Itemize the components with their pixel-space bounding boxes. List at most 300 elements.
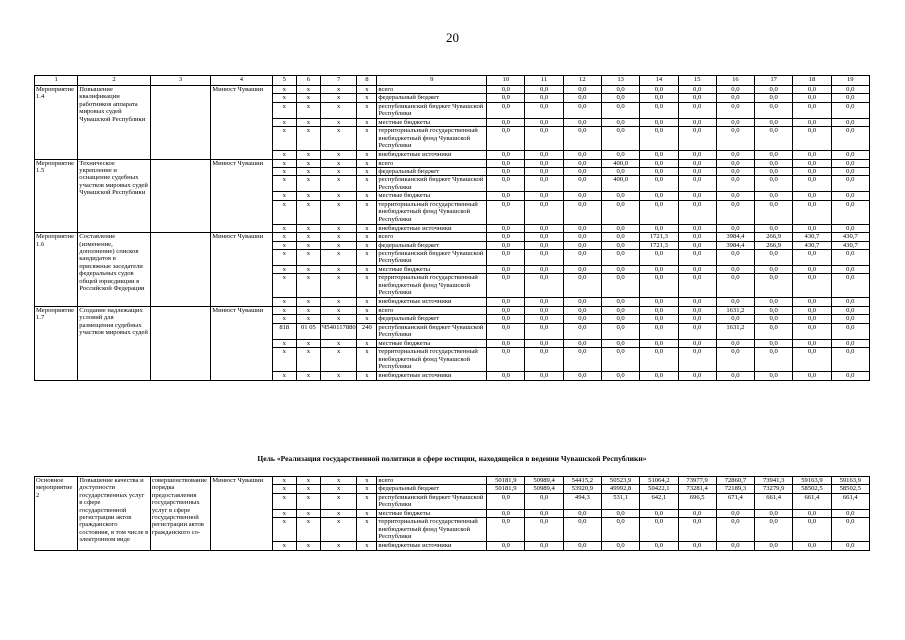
budget-code: x [357,159,377,167]
budget-code: x [296,518,320,542]
funding-value: 0,0 [793,542,831,550]
budget-code: x [321,315,357,323]
funding-value: 0,0 [640,192,678,200]
funding-value: 0,0 [487,176,525,192]
funding-value: 0,0 [640,339,678,347]
budget-code: x [321,477,357,485]
funding-source: федеральный бюджет [377,94,487,102]
funding-value: 0,0 [525,542,563,550]
funding-value: 0,0 [793,127,831,151]
funding-value: 0,0 [793,86,831,94]
budget-code: x [296,372,320,380]
funding-value: 0,0 [487,192,525,200]
funding-value: 0,0 [678,339,716,347]
budget-code: x [357,339,377,347]
funding-value: 1631,2 [716,323,754,339]
measure-name: Мероприятие 1.5 [35,159,78,233]
funding-value: 0,0 [831,509,869,517]
funding-value: 0,0 [755,509,793,517]
column-header: 16 [716,76,754,86]
funding-value: 0,0 [793,176,831,192]
budget-code: x [272,298,296,306]
funding-value: 0,0 [487,348,525,372]
funding-value: 0,0 [755,118,793,126]
funding-value: 0,0 [640,315,678,323]
funding-source: всего [377,306,487,314]
funding-value: 73977,9 [678,477,716,485]
budget-code: x [321,274,357,298]
funding-value: 0,0 [601,306,639,314]
funding-source: местные бюджеты [377,192,487,200]
measure-description: Составление (изменение, дополнение) списков кандидатов в присяжные заседатели федеральных судов общей юрисдикции в Российской Федерации [78,233,151,307]
funding-value: 0,0 [601,168,639,176]
budget-code: x [357,151,377,159]
funding-value: 0,0 [793,518,831,542]
budget-code: x [296,127,320,151]
funding-value: 0,0 [716,127,754,151]
funding-value: 0,0 [525,250,563,266]
funding-value: 0,0 [755,224,793,232]
funding-source: федеральный бюджет [377,168,487,176]
funding-value: 0,0 [601,315,639,323]
budget-code: x [296,315,320,323]
funding-value: 72860,7 [716,477,754,485]
funding-value: 0,0 [563,241,601,249]
funding-value: 53920,9 [563,485,601,493]
budget-code: x [296,224,320,232]
funding-value: 0,0 [793,306,831,314]
budget-code: x [321,241,357,249]
funding-value: 0,0 [716,348,754,372]
funding-value: 0,0 [601,339,639,347]
funding-value: 73279,9 [755,485,793,493]
funding-value: 0,0 [601,86,639,94]
funding-value: 0,0 [831,250,869,266]
funding-value: 0,0 [755,86,793,94]
funding-value: 0,0 [487,102,525,118]
funding-value: 0,0 [678,315,716,323]
funding-value: 0,0 [563,274,601,298]
funding-value: 0,0 [755,176,793,192]
budget-code: x [321,102,357,118]
budget-code: x [296,192,320,200]
funding-value: 0,0 [601,542,639,550]
funding-value: 0,0 [716,266,754,274]
funding-value: 0,0 [601,372,639,380]
budget-code: x [296,477,320,485]
funding-value: 1721,3 [640,233,678,241]
funding-value: 0,0 [487,306,525,314]
budget-code: x [272,518,296,542]
funding-value: 0,0 [678,168,716,176]
budget-code: x [272,250,296,266]
funding-value: 0,0 [487,233,525,241]
budget-code: x [321,86,357,94]
budget-code: x [321,151,357,159]
funding-value: 531,1 [601,493,639,509]
funding-value: 0,0 [525,233,563,241]
funding-value: 0,0 [525,266,563,274]
funding-value: 0,0 [678,298,716,306]
funding-source: внебюджетные источники [377,298,487,306]
budget-code: x [296,274,320,298]
funding-value: 0,0 [563,127,601,151]
budget-code: x [357,518,377,542]
budget-code: x [296,306,320,314]
funding-value: 0,0 [525,306,563,314]
funding-value: 0,0 [716,118,754,126]
funding-value: 0,0 [793,250,831,266]
funding-source: федеральный бюджет [377,315,487,323]
funding-value: 0,0 [678,159,716,167]
funding-source: всего [377,477,487,485]
budget-code: x [272,372,296,380]
column-header: 12 [563,76,601,86]
funding-value: 0,0 [678,518,716,542]
funding-value: 0,0 [831,266,869,274]
funding-source: внебюджетные источники [377,151,487,159]
budget-code: x [296,298,320,306]
funding-value: 0,0 [563,306,601,314]
column-header-row [35,76,870,86]
funding-value: 0,0 [563,542,601,550]
funding-value: 0,0 [831,542,869,550]
funding-value: 0,0 [831,192,869,200]
funding-value: 0,0 [640,274,678,298]
funding-value: 0,0 [563,339,601,347]
funding-value: 0,0 [716,372,754,380]
funding-value: 0,0 [563,323,601,339]
budget-code: x [321,192,357,200]
funding-value: 0,0 [640,348,678,372]
budget-code: x [321,298,357,306]
table-row [35,477,870,485]
funding-value: 0,0 [678,127,716,151]
funding-value: 0,0 [716,542,754,550]
funding-value: 661,4 [831,493,869,509]
funding-value: 0,0 [525,323,563,339]
funding-value: 0,0 [716,94,754,102]
column-header: 3 [150,76,210,86]
funding-value: 0,0 [831,102,869,118]
measure-description: Повышение квалификации работников аппарата мировых судей Чувашской Республики [78,86,151,160]
funding-value: 0,0 [640,102,678,118]
funding-value: 0,0 [793,339,831,347]
funding-value: 0,0 [487,266,525,274]
measure-description: Техническое укрепление и оснащение судебных участков мировых судей Чувашской Республики [78,159,151,233]
funding-value: 0,0 [525,118,563,126]
measure-name: Основное мероприятие 2 [35,477,78,551]
funding-value: 400,0 [601,159,639,167]
budget-code: x [357,485,377,493]
budget-code: x [321,372,357,380]
budget-code: x [272,339,296,347]
budget-code: x [321,306,357,314]
funding-value: 0,0 [601,274,639,298]
funding-value: 0,0 [601,233,639,241]
budget-code: x [296,102,320,118]
funding-value: 0,0 [487,509,525,517]
budget-code: x [357,224,377,232]
budget-code: x [357,493,377,509]
funding-value: 0,0 [601,266,639,274]
funding-value: 0,0 [487,118,525,126]
funding-value: 0,0 [601,200,639,224]
funding-value: 0,0 [563,315,601,323]
responsible-executor: Минюст Чувашии [211,86,272,160]
column-header: 6 [296,76,320,86]
funding-value: 0,0 [716,509,754,517]
funding-value: 0,0 [640,168,678,176]
funding-value: 0,0 [640,306,678,314]
funding-value: 0,0 [831,127,869,151]
funding-value: 0,0 [678,348,716,372]
budget-code: x [272,274,296,298]
budget-code: x [321,200,357,224]
funding-value: 0,0 [716,86,754,94]
funding-value: 0,0 [640,509,678,517]
budget-code: x [296,542,320,550]
funding-value: 0,0 [678,192,716,200]
budget-code: x [321,542,357,550]
column-header: 18 [793,76,831,86]
funding-value: 0,0 [716,224,754,232]
funding-value: 0,0 [831,306,869,314]
funding-value: 0,0 [525,159,563,167]
funding-value: 59163,9 [831,477,869,485]
funding-value: 0,0 [487,493,525,509]
funding-value: 0,0 [678,224,716,232]
funding-value: 49992,8 [601,485,639,493]
funding-value: 59163,9 [793,477,831,485]
budget-code: x [321,159,357,167]
budget-code: x [357,348,377,372]
funding-value: 0,0 [831,298,869,306]
funding-value: 0,0 [563,176,601,192]
goal-title: Цель «Реализация государственной политики в сфере юстиции, находящейся в ведении Чувашской Республики» [257,454,647,463]
column-header: 9 [377,76,487,86]
funding-value: 0,0 [640,250,678,266]
funding-value: 0,0 [563,192,601,200]
funding-source: местные бюджеты [377,266,487,274]
budget-code: x [321,168,357,176]
funding-value: 0,0 [525,509,563,517]
budget-code: x [357,200,377,224]
funding-value: 58502,5 [831,485,869,493]
funding-value: 0,0 [755,151,793,159]
funding-value: 0,0 [640,372,678,380]
budget-code: x [272,118,296,126]
budget-code: x [321,118,357,126]
funding-value: 0,0 [640,86,678,94]
funding-source: республиканский бюджет Чувашской Республики [377,493,487,509]
budget-code: x [357,94,377,102]
budget-code: 01 05 [296,323,320,339]
budget-code: x [321,127,357,151]
budget-code: x [321,224,357,232]
budget-code: x [321,250,357,266]
funding-value: 430,7 [793,233,831,241]
budget-code: x [296,250,320,266]
budget-code: x [321,518,357,542]
funding-value: 0,0 [487,224,525,232]
funding-value: 0,0 [563,233,601,241]
budget-code: x [272,233,296,241]
funding-value: 0,0 [640,542,678,550]
funding-value: 0,0 [525,298,563,306]
budget-code: x [357,250,377,266]
funding-value: 73281,4 [678,485,716,493]
funding-value: 0,0 [563,509,601,517]
funding-value: 0,0 [525,315,563,323]
budget-code: x [357,176,377,192]
table-row [35,233,870,241]
table-row [35,306,870,314]
funding-value: 0,0 [678,94,716,102]
funding-value: 0,0 [793,315,831,323]
funding-value: 0,0 [793,168,831,176]
budget-code: x [357,274,377,298]
funding-value: 0,0 [793,224,831,232]
funding-value: 1721,3 [640,241,678,249]
funding-value: 0,0 [716,274,754,298]
funding-value: 0,0 [716,315,754,323]
budget-code: x [321,485,357,493]
funding-value: 0,0 [563,372,601,380]
budget-code: Ч540117880 [321,323,357,339]
funding-value: 0,0 [601,192,639,200]
budget-code: x [357,118,377,126]
funding-value: 0,0 [793,274,831,298]
budget-code: x [357,477,377,485]
funding-value: 0,0 [525,127,563,151]
funding-value: 0,0 [716,168,754,176]
funding-value: 0,0 [563,266,601,274]
funding-value: 0,0 [678,509,716,517]
table-row [35,159,870,167]
funding-value: 0,0 [831,323,869,339]
funding-value: 0,0 [755,518,793,542]
funding-value: 0,0 [563,159,601,167]
funding-value: 0,0 [563,298,601,306]
measure-description: Создание надлежащих условий для размещения судебных участков мировых судей [78,306,151,380]
funding-value: 0,0 [678,274,716,298]
funding-value: 0,0 [487,323,525,339]
funding-value: 0,0 [793,266,831,274]
budget-code: x [296,241,320,249]
funding-value: 0,0 [716,250,754,266]
funding-value: 50523,9 [601,477,639,485]
budget-code: x [272,241,296,249]
funding-value: 0,0 [525,224,563,232]
budget-code: x [296,266,320,274]
budget-code: x [296,200,320,224]
funding-value: 0,0 [487,86,525,94]
funding-value: 50989,4 [525,477,563,485]
budget-code: 818 [272,323,296,339]
budget-code: x [272,315,296,323]
budget-code: x [321,176,357,192]
funding-value: 266,9 [755,241,793,249]
funding-value: 0,0 [525,86,563,94]
funding-value: 0,0 [563,118,601,126]
column-header: 14 [640,76,678,86]
funding-value: 0,0 [793,348,831,372]
funding-value: 0,0 [678,200,716,224]
funding-value: 3984,4 [716,241,754,249]
column-header: 17 [755,76,793,86]
funding-value: 696,5 [678,493,716,509]
budget-code: x [321,266,357,274]
funding-value: 0,0 [563,224,601,232]
funding-source: территориальный государственный внебюджетный фонд Чувашской Республики [377,200,487,224]
funding-value: 0,0 [601,250,639,266]
measure-goal: совершенствование порядка предоставления государственных услуг в сфере государственной регистрации актов гражданского со- [150,477,210,551]
responsible-executor: Минюст Чувашии [211,233,272,307]
funding-value: 0,0 [640,323,678,339]
funding-value: 0,0 [525,241,563,249]
funding-value: 0,0 [831,315,869,323]
funding-value: 0,0 [487,315,525,323]
funding-value: 0,0 [601,118,639,126]
funding-value: 0,0 [601,94,639,102]
funding-value: 0,0 [563,250,601,266]
funding-value: 0,0 [755,323,793,339]
budget-code: x [357,127,377,151]
funding-value: 0,0 [678,372,716,380]
funding-source: всего [377,159,487,167]
funding-value: 671,4 [716,493,754,509]
funding-value: 0,0 [525,339,563,347]
funding-value: 0,0 [487,339,525,347]
funding-value: 0,0 [487,372,525,380]
funding-value: 0,0 [755,94,793,102]
funding-value: 0,0 [487,168,525,176]
funding-value: 50989,4 [525,485,563,493]
funding-value: 0,0 [831,86,869,94]
budget-code: x [296,94,320,102]
funding-value: 0,0 [755,339,793,347]
funding-value: 54415,2 [563,477,601,485]
budget-code: x [272,542,296,550]
funding-value: 0,0 [601,224,639,232]
budget-code: x [296,151,320,159]
budget-code: x [357,298,377,306]
measure-goal [150,306,210,380]
column-header: 1 [35,76,78,86]
funding-value: 0,0 [831,274,869,298]
funding-value: 0,0 [640,200,678,224]
measure-description: Повышение качества и доступности государственных услуг в сфере государственной регистрации актов гражданского состояния, в том числе в электронном виде [78,477,151,551]
funding-value: 0,0 [831,518,869,542]
budget-code: x [272,86,296,94]
funding-value: 430,7 [831,241,869,249]
column-header: 11 [525,76,563,86]
budget-code: x [321,509,357,517]
funding-value: 0,0 [831,151,869,159]
column-header: 7 [321,76,357,86]
funding-value: 1631,2 [716,306,754,314]
budget-code: x [296,159,320,167]
funding-value: 0,0 [487,151,525,159]
funding-value: 0,0 [487,274,525,298]
funding-value: 0,0 [716,298,754,306]
funding-value: 72189,3 [716,485,754,493]
funding-value: 0,0 [601,298,639,306]
budget-code: x [272,200,296,224]
funding-source: внебюджетные источники [377,372,487,380]
funding-value: 0,0 [525,102,563,118]
